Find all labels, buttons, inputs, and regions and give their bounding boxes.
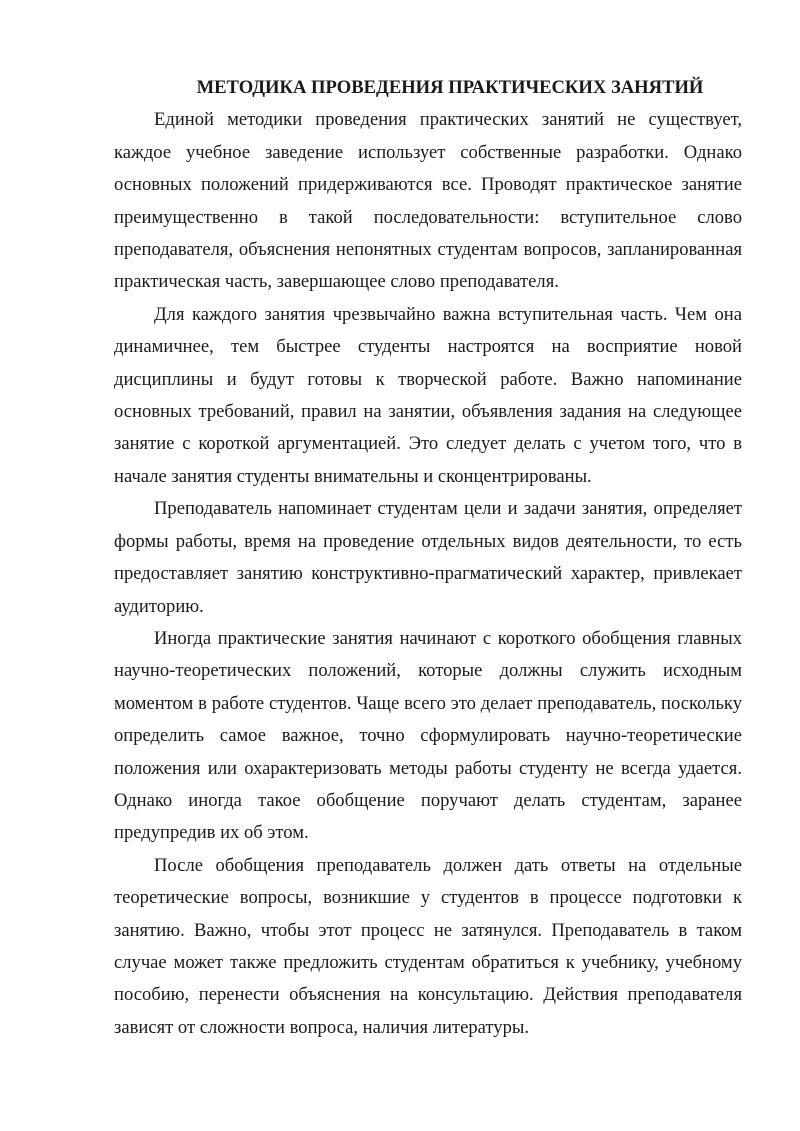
document-page	[114, 72, 742, 1044]
paragraph-5: После обобщения преподаватель должен дать ответы на отдельные теоретические вопросы, возникшие у студентов в процессе подготовки к занятию. Важно, чтобы этот процесс не затянулся. Преподаватель в таком случае может также предложить студентам обратиться к учебнику, учебному пособию, перенести объяснения на консультацию. Действия преподавателя зависят от сложности вопроса, наличия литературы.	[114, 854, 742, 1038]
paragraph-2: Для каждого занятия чрезвычайно важна вступительная часть. Чем она динамичнее, тем быстрее студенты настроятся на восприятие новой дисциплины и будут готовы к творческой работе. Важно напоминание основных требований, правил на занятии, объявления задания на следующее занятие с короткой аргументацией. Это следует делать с учетом того, что в начале занятия студенты внимательны и сконцентрированы.	[114, 303, 742, 487]
paragraph-1: Единой методики проведения практических занятий не существует, каждое учебное заведение использует собственные разработки. Однако основных положений придерживаются все. Проводят практическое занятие преимущественно в такой последовательности: вступительное слово преподавателя, объяснения непонятных студентам вопросов, запланированная практическая часть, завершающее слово преподавателя.	[114, 109, 742, 293]
paragraph-3: Преподаватель напоминает студентам цели и задачи занятия, определяет формы работы, время на проведение отдельных видов деятельности, то есть предоставляет занятию конструктивно-прагматический характер, привлекает аудиторию.	[114, 498, 742, 617]
document-title: МЕТОДИКА ПРОВЕДЕНИЯ ПРАКТИЧЕСКИХ ЗАНЯТИЙ	[196, 77, 704, 98]
paragraph-4: Иногда практические занятия начинают с короткого обобщения главных научно-теоретических положений, которые должны служить исходным моментом в работе студентов. Чаще всего это делает преподаватель, поскольку определить самое важное, точно сформулировать научно-теоретические положения или охарактеризовать методы работы студенту не всегда удается. Однако иногда такое обобщение поручают делать студентам, заранее предупредив их об этом.	[114, 627, 742, 844]
